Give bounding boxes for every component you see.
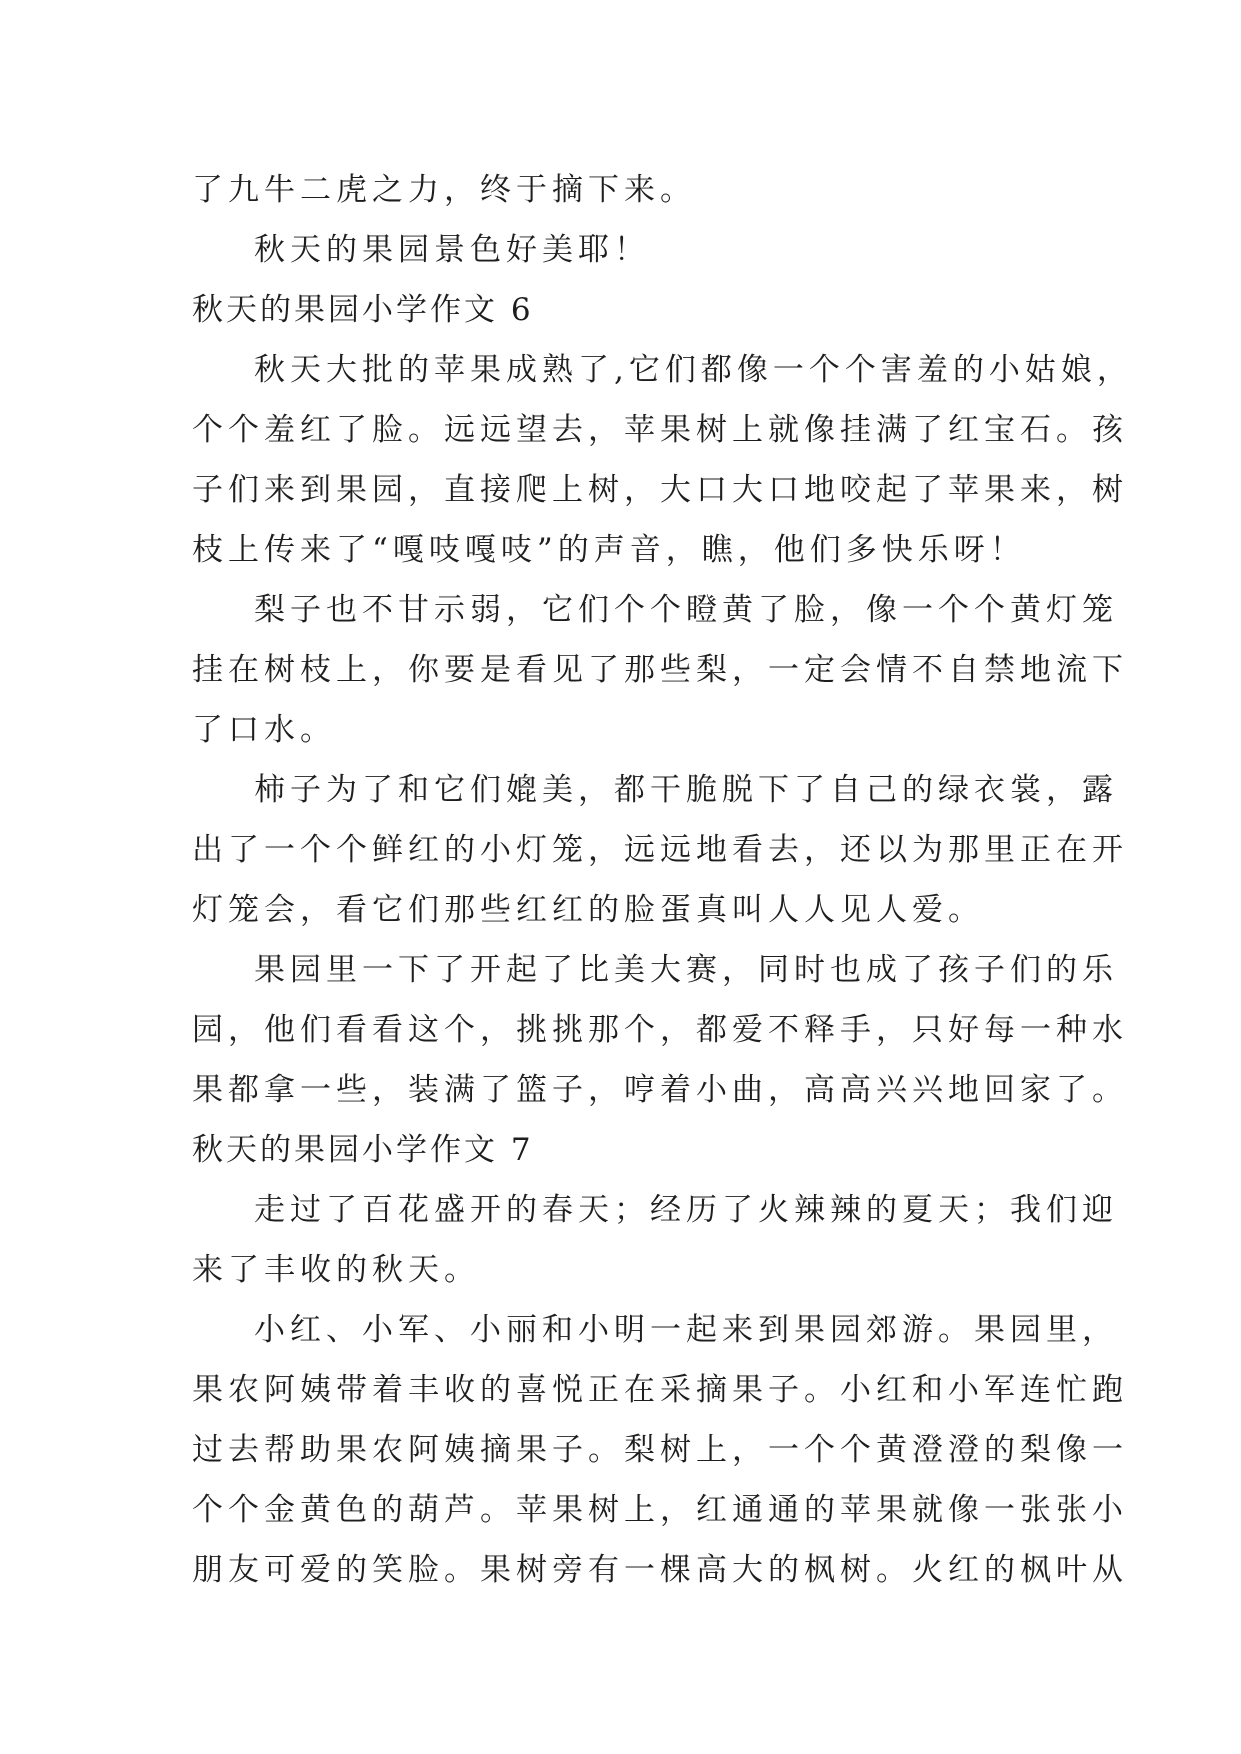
text-line: 果都拿一些，装满了篮子，哼着小曲，高高兴兴地回家了。 bbox=[192, 1072, 1128, 1108]
text-line: 园，他们看看这个，挑挑那个，都爱不释手，只好每一种水 bbox=[192, 1012, 1128, 1048]
text-line: 枝上传来了“嘎吱嘎吱”的声音，瞧，他们多快乐呀！ bbox=[192, 532, 1026, 568]
text-line: 个个羞红了脸。远远望去，苹果树上就像挂满了红宝石。孩 bbox=[192, 412, 1128, 448]
text-line: 走过了百花盛开的春天；经历了火辣辣的夏天；我们迎 bbox=[254, 1192, 1118, 1228]
text-line: 子们来到果园，直接爬上树，大口大口地咬起了苹果来，树 bbox=[192, 472, 1128, 508]
text-line: 朋友可爱的笑脸。果树旁有一棵高大的枫树。火红的枫叶从 bbox=[192, 1552, 1128, 1588]
section-heading: 秋天的果园小学作文 6 bbox=[192, 292, 534, 328]
text-line: 挂在树枝上，你要是看见了那些梨，一定会情不自禁地流下 bbox=[192, 652, 1128, 688]
text-line: 了口水。 bbox=[192, 712, 336, 748]
text-line: 果农阿姨带着丰收的喜悦正在采摘果子。小红和小军连忙跑 bbox=[192, 1372, 1128, 1408]
text-line: 柿子为了和它们媲美，都干脆脱下了自己的绿衣裳，露 bbox=[254, 772, 1118, 808]
text-line: 小红、小军、小丽和小明一起来到果园郊游。果园里， bbox=[254, 1312, 1118, 1348]
text-line: 秋天大批的苹果成熟了,它们都像一个个害羞的小姑娘， bbox=[254, 352, 1133, 388]
document-body bbox=[192, 160, 1133, 1600]
text-line: 梨子也不甘示弱，它们个个瞪黄了脸，像一个个黄灯笼 bbox=[254, 592, 1118, 628]
text-line: 过去帮助果农阿姨摘果子。梨树上，一个个黄澄澄的梨像一 bbox=[192, 1432, 1128, 1468]
section-heading: 秋天的果园小学作文 7 bbox=[192, 1132, 534, 1168]
text-line: 个个金黄色的葫芦。苹果树上，红通通的苹果就像一张张小 bbox=[192, 1492, 1128, 1528]
text-line: 来了丰收的秋天。 bbox=[192, 1252, 480, 1288]
text-line: 了九牛二虎之力，终于摘下来。 bbox=[192, 172, 696, 208]
text-line: 果园里一下了开起了比美大赛，同时也成了孩子们的乐 bbox=[254, 952, 1118, 988]
text-line: 出了一个个鲜红的小灯笼，远远地看去，还以为那里正在开 bbox=[192, 832, 1128, 868]
text-line: 灯笼会，看它们那些红红的脸蛋真叫人人见人爱。 bbox=[192, 892, 984, 928]
text-line: 秋天的果园景色好美耶！ bbox=[254, 232, 650, 268]
